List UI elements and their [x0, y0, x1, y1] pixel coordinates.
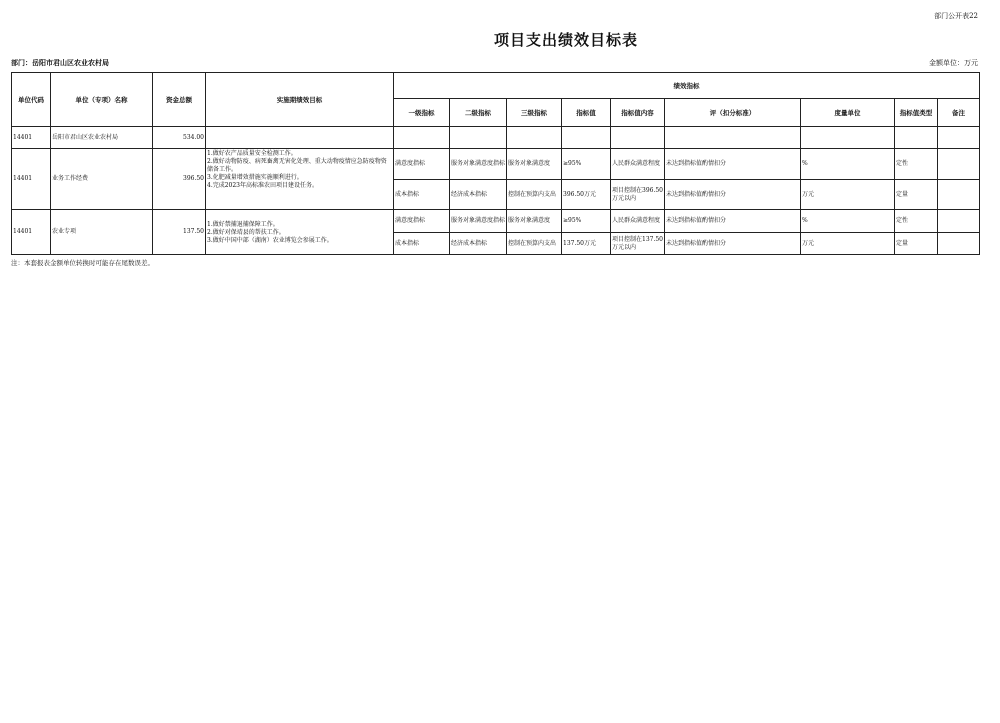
cell-level3: 服务对象满意度	[507, 210, 562, 233]
header-total-funds: 资金总额	[153, 73, 206, 127]
cell-criteria: 未达到指标值酌情扣分	[665, 149, 801, 180]
cell-level3: 控制在预算内支出	[507, 233, 562, 255]
cell-measure: %	[801, 210, 895, 233]
cell-content: 项目控制在396.50万元以内	[611, 180, 665, 210]
header-measure: 度量单位	[801, 99, 895, 127]
table-row	[12, 149, 980, 180]
header-remark: 备注	[938, 99, 980, 127]
cell-measure: 万元	[801, 233, 895, 255]
header-value: 指标值	[562, 99, 611, 127]
cell-value: ≥95%	[562, 210, 611, 233]
cell-type: 定量	[895, 180, 938, 210]
cell-goal: 1.做好农产品质量安全检测工作。 2.做好动物防疫、病死畜禽无害化处理、重大动物疫情应急防疫物资储备工作。 3.化肥减量增效措施实施顺利进行。 4.完成2023年高标准农田项目建设任务。	[206, 149, 394, 210]
cell-content: 人民群众满意程度	[611, 149, 665, 180]
cell-measure: 万元	[801, 180, 895, 210]
cell-level3: 服务对象满意度	[507, 149, 562, 180]
cell-value: 137.50万元	[562, 233, 611, 255]
page-title: 项目支出绩效目标表	[493, 31, 638, 49]
cell-level2: 服务对象满意度指标	[450, 210, 507, 233]
cell-type: 定性	[895, 210, 938, 233]
cell-measure: %	[801, 149, 895, 180]
cell-amount: 137.50	[153, 210, 206, 255]
cell-level1: 成本指标	[394, 180, 450, 210]
header-level2: 二级指标	[450, 99, 507, 127]
header-criteria: 评（扣分标准）	[665, 99, 801, 127]
cell-remark	[938, 210, 980, 233]
form-code: 部门公开表22	[934, 12, 978, 20]
cell-type: 定量	[895, 233, 938, 255]
cell-amount: 534.00	[153, 127, 206, 149]
cell-remark	[938, 149, 980, 180]
cell-code: 14401	[12, 149, 51, 210]
cell-type: 定性	[895, 149, 938, 180]
cell-name: 农业专项	[51, 210, 153, 255]
department-label: 部门：岳阳市君山区农业农村局	[11, 58, 109, 67]
cell-remark	[938, 233, 980, 255]
cell-goal: 1.做好禁捕退捕保障工作。 2.做好对保靖县的帮扶工作。 3.做好中国中部（湖南）农业博览会参展工作。	[206, 210, 394, 255]
cell-criteria: 未达到指标值酌情扣分	[665, 180, 801, 210]
footnote: 注：本套报表金额单位转换时可能存在尾数误差。	[11, 259, 154, 267]
performance-table	[11, 72, 980, 255]
cell-level3: 控制在预算内支出	[507, 180, 562, 210]
cell-amount: 396.50	[153, 149, 206, 210]
header-indicators: 绩效指标	[394, 73, 980, 99]
cell-code: 14401	[12, 127, 51, 149]
header-unit-name: 单位（专项）名称	[51, 73, 153, 127]
cell-name: 岳阳市君山区农业农村局	[51, 127, 153, 149]
cell-level2: 服务对象满意度指标	[450, 149, 507, 180]
cell-content: 项目控制在137.50万元以内	[611, 233, 665, 255]
cell-name: 业务工作经费	[51, 149, 153, 210]
header-level1: 一级指标	[394, 99, 450, 127]
cell-value: 396.50万元	[562, 180, 611, 210]
header-content: 指标值内容	[611, 99, 665, 127]
cell-level2: 经济成本指标	[450, 233, 507, 255]
cell-value: ≥95%	[562, 149, 611, 180]
cell-criteria: 未达到指标值酌情扣分	[665, 233, 801, 255]
table-row-summary	[12, 127, 980, 149]
cell-remark	[938, 180, 980, 210]
table-row	[12, 210, 980, 233]
header-goal: 实施期绩效目标	[206, 73, 394, 127]
cell-level1: 满意度指标	[394, 210, 450, 233]
cell-level1: 满意度指标	[394, 149, 450, 180]
amount-unit-label: 金额单位：万元	[929, 59, 978, 67]
header-level3: 三级指标	[507, 99, 562, 127]
cell-content: 人民群众满意程度	[611, 210, 665, 233]
cell-level2: 经济成本指标	[450, 180, 507, 210]
cell-criteria: 未达到指标值酌情扣分	[665, 210, 801, 233]
header-type: 指标值类型	[895, 99, 938, 127]
cell-code: 14401	[12, 210, 51, 255]
header-unit-code: 单位代码	[12, 73, 51, 127]
cell-level1: 成本指标	[394, 233, 450, 255]
